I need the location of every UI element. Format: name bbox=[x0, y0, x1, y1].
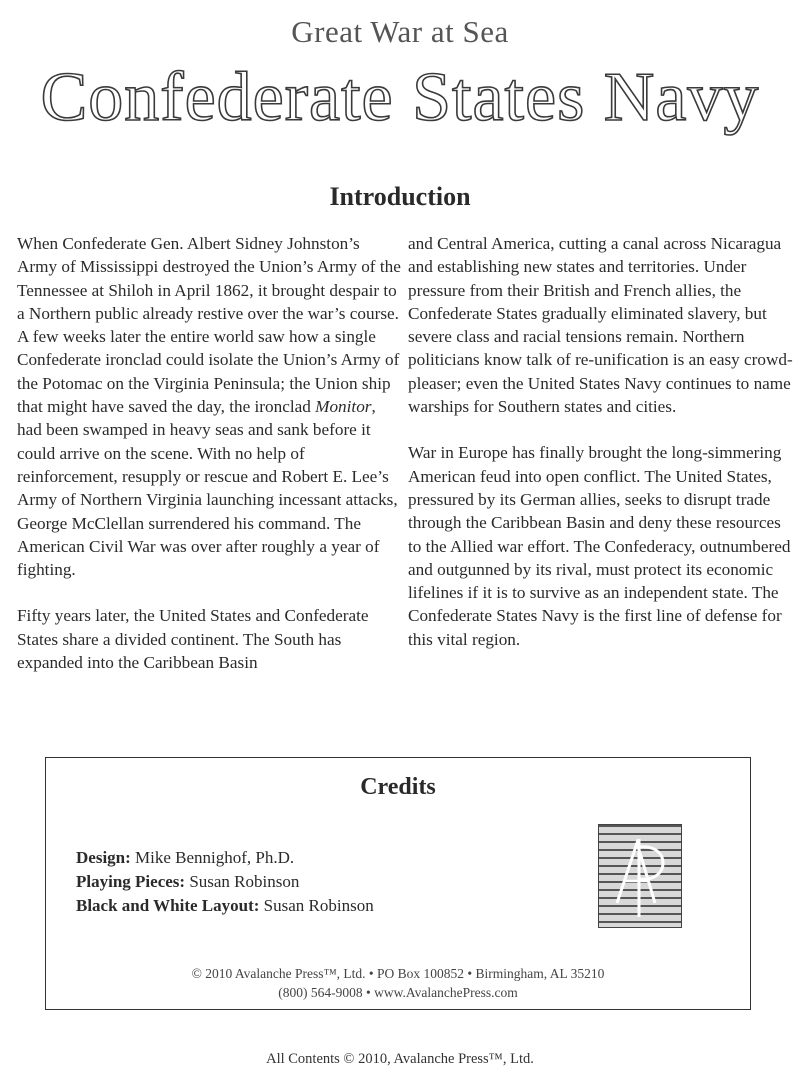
intro-paragraph-2: Fifty years later, the United States and Confederate States share a divided continent. The South has expanded into the Caribbean Basin bbox=[17, 606, 369, 673]
credits-box bbox=[45, 757, 751, 1010]
intro-paragraph-4: War in Europe has finally brought the long-simmering American feud into open conflict. The United States, pressured by its German allies, seeks to disrupt trade through the Caribbean Basin and deny these resources to the Allied war effort. The Confederacy, outnumbered and outgunned by its rival, must protect its economic lifelines if it is to survive as an independent state. The Confederate States Navy is the first line of defense for this vital region. bbox=[408, 443, 791, 649]
copyright-footer: All Contents © 2010, Avalanche Press™, Ltd. bbox=[266, 1051, 534, 1067]
avalanche-press-logo bbox=[598, 824, 682, 928]
series-subtitle: Great War at Sea bbox=[291, 14, 509, 49]
avalanche-press-logo-icon bbox=[599, 825, 681, 927]
credit-list bbox=[76, 846, 374, 918]
introduction-heading: Introduction bbox=[329, 182, 471, 211]
publisher-info bbox=[46, 964, 750, 1002]
credit-line-playing-pieces bbox=[76, 870, 374, 894]
intro-left-column bbox=[17, 232, 402, 697]
intro-paragraph-3: and Central America, cutting a canal across Nicaragua and establishing new states and territories. Under pressure from their British and French allies, the Confederate States gradually eliminated slavery, but severe class and racial tensions remain. Northern politicians know talk of re-unification is an easy crowd-pleaser; even the United States Navy continues to name warships for Southern states and cities. bbox=[408, 234, 793, 417]
credit-name: Susan Robinson bbox=[189, 872, 300, 891]
publisher-address: © 2010 Avalanche Press™, Ltd. • PO Box 100852 • Birmingham, AL 35210 bbox=[191, 966, 605, 981]
credit-line-layout bbox=[76, 894, 374, 918]
credit-role: Design: bbox=[76, 848, 131, 867]
credit-name: Mike Bennighof, Ph.D. bbox=[135, 848, 295, 867]
page-title: Confederate States Navy bbox=[40, 59, 760, 136]
credit-role: Black and White Layout: bbox=[76, 896, 260, 915]
publisher-contact: (800) 564-9008 • www.AvalanchePress.com bbox=[278, 985, 518, 1000]
credit-name: Susan Robinson bbox=[263, 896, 374, 915]
credit-line-design bbox=[76, 846, 374, 870]
intro-paragraph-1: When Confederate Gen. Albert Sidney Johnston’s Army of Mississippi destroyed the Union’s Army of the Tennessee at Shiloh in April 1862, it brought despair to a Northern public already restive over the war’s course. A few weeks later the entire world saw how a single Confederate ironclad could isolate the Union’s Army of the Potomac on the Virginia Peninsula; the Union ship that might have saved the day, the ironclad Monitor, had been swamped in heavy seas and sank before it could arrive on the scene. With no help of reinforcement, resupply or rescue and Robert E. Lee’s Army of Northern Virginia launching incessant attacks, George McClellan surrendered his command. The American Civil War was over after roughly a year of fighting. bbox=[17, 234, 401, 580]
ship-name-monitor: Monitor bbox=[315, 397, 372, 417]
credit-role: Playing Pieces: bbox=[76, 872, 186, 891]
intro-right-column bbox=[408, 232, 793, 674]
credits-heading: Credits bbox=[360, 774, 436, 800]
